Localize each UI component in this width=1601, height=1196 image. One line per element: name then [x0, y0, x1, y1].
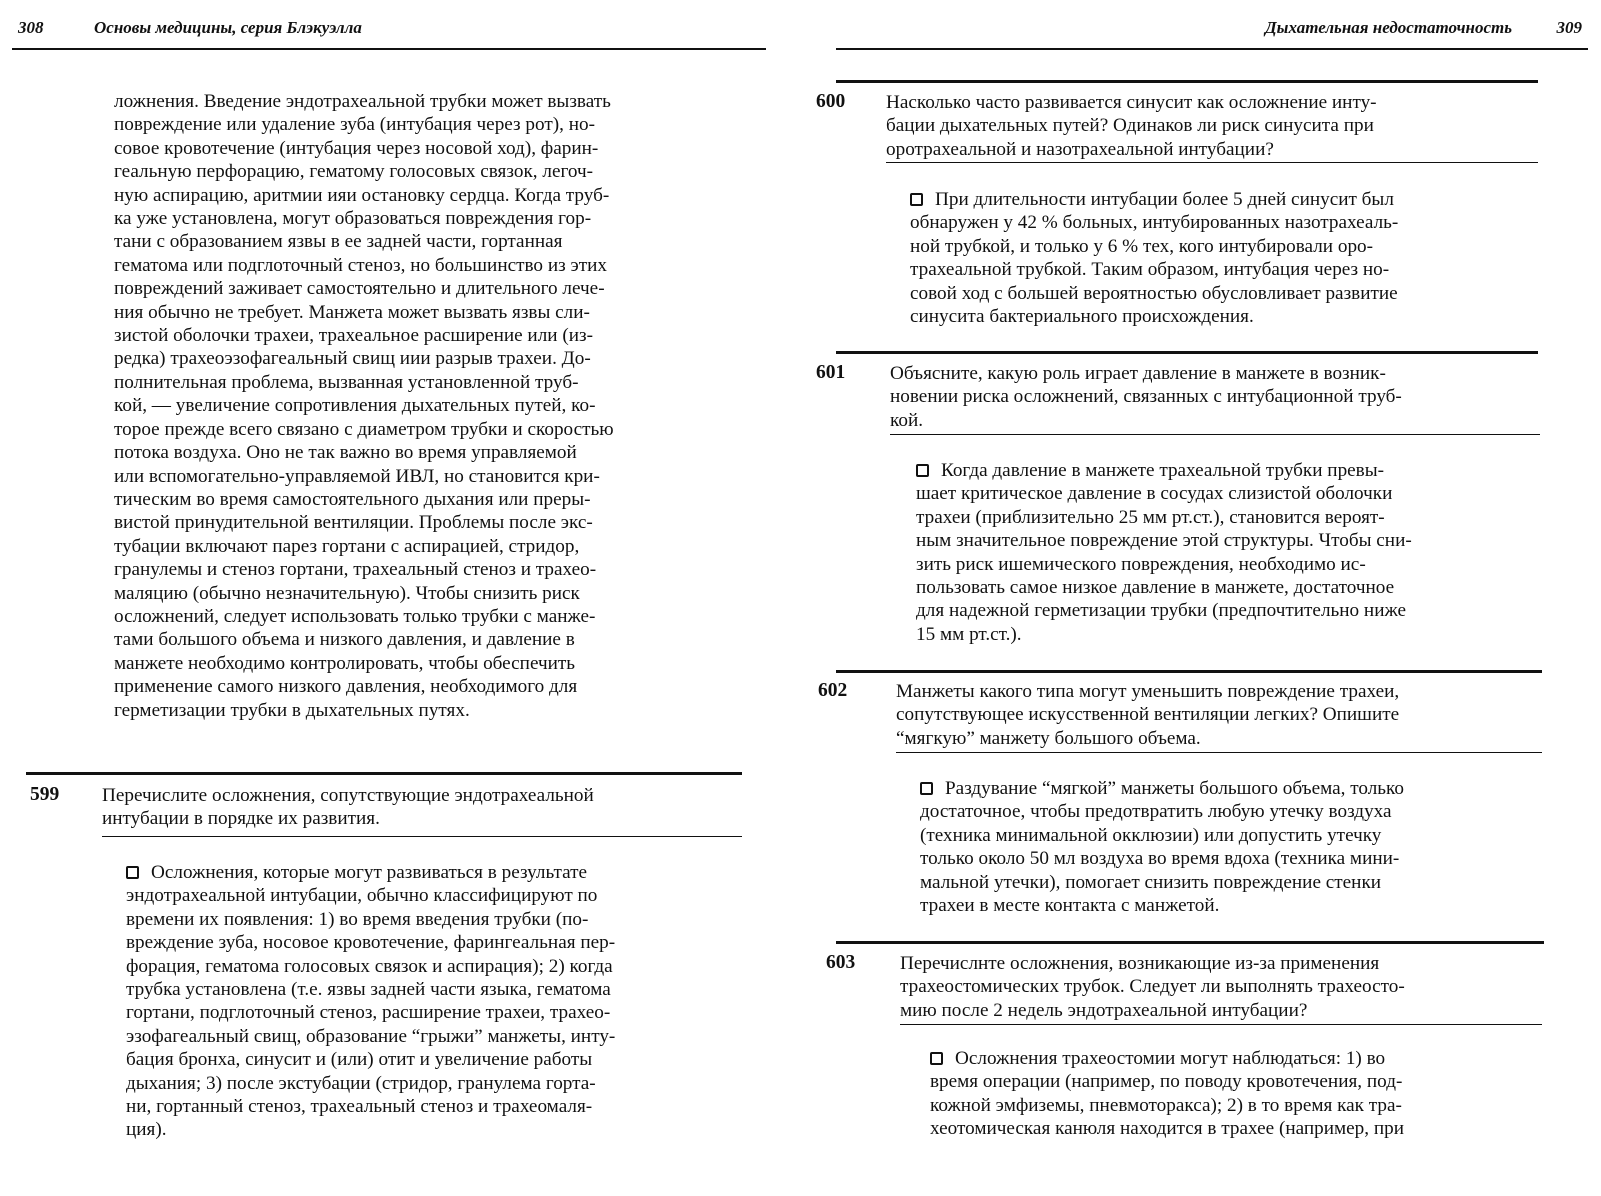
question-top-rule: [836, 80, 1538, 83]
answer-block: [126, 861, 751, 1142]
answer-text: Когда давление в манжете трахеальной трубки превы- шает критическое давление в сосудах слизистой оболочки трахеи (приблизительно 25 мм рт.ст.), становится вероят- ным значительное повреждение этой структуры. Чтобы сни- зить риск ишемического повреждения, необходимо ис- пользовать самое низкое давление в манжете, достаточное для надежной герметизации трубки (предпочтительно ниже 15 мм рт.ст.).: [916, 460, 1412, 645]
question-text: Перечислите осложнения, сопутствующие эндотрахеальной интубации в порядке их развития.: [102, 785, 594, 830]
running-title: Дыхательная недостаточность: [1265, 18, 1512, 37]
question-top-rule: [836, 941, 1544, 944]
checkbox-icon: [930, 1052, 943, 1065]
checkbox-icon: [126, 866, 139, 879]
left-page: [0, 0, 790, 1196]
question-text: Насколько часто развивается синусит как осложнение инту- бации дыхательных путей? Одинаков ли риск синусита при оротрахеальной и назотрахеальной интубации?: [886, 92, 1377, 160]
question-bottom-rule: [896, 752, 1542, 753]
answer-text: Раздувание “мягкой” манжеты большого объема, только достаточное, чтобы предотвратить любую утечку воздуха (техника минимальной окклюзии) или допустить утечку только около 50 мл воздуха во время вдоха (техника мини- мальной утечки), помогает снизить повреждение стенки трахеи в месте контакта с манжетой.: [920, 778, 1404, 917]
question-top-rule: [836, 670, 1542, 673]
question-bottom-rule: [102, 836, 742, 837]
running-title: Основы медицины, серия Блэкуэлла: [94, 18, 362, 37]
question-text: Манжеты какого типа могут уменьшить повреждение трахеи, сопутствующее искусственной вентиляции легких? Опишите “мягкую” манжету большого объема.: [896, 681, 1400, 749]
question-bottom-rule: [900, 1024, 1542, 1025]
question-number: 599: [30, 784, 60, 805]
question-number: 602: [818, 680, 848, 701]
checkbox-icon: [920, 782, 933, 795]
continued-paragraph: ложнения. Введение эндотрахеальной трубки может вызвать повреждение или удаление зуба (интубация через рот), но- совое кровотечение (интубация через носовой ход), фарин- геальную перфорацию, гематому голосовых связок, легоч- ную аспирацию, аритмии ияи остановку сердца. Когда труб- ка уже установлена, могут образоваться повреждения гор- тани с образованием язвы в ее задней части, гортанная гематома или подглоточный стеноз, но большинство из этих повреждений заживает самостоятельно и длительного лече- ния обычно не требует. Манжета может вызвать язвы сли- зистой оболочки трахеи, трахеальное расширение или (из- редка) трахеоэзофагеальный свищ иии разрыв трахеи. До- полнительная проблема, вызванная установленной труб- кой, — увеличение сопротивления дыхательных путей, ко- торое прежде всего связано с диаметром трубки и скоростью потока воздуха. Оно не так важно во время управляемой или вспомогательно-управляемой ИВЛ, но становится кри- тическим во время самостоятельного дыхания или преры- вистой принудительной вентиляции. Проблемы после экс- тубации включают парез гортани с аспирацией, стридор, гранулемы и стеноз гортани, трахеальный стеноз и трахео- маляцию (обычно незначительную). Чтобы снизить риск осложнений, следует использовать только трубки с манже- тами большого объема и низкого давления, и давление в манжете необходимо контролировать, чтобы обеспечить применение самого низкого давления, необходимого для герметизации трубки в дыхательных путях.: [114, 91, 614, 721]
answer-block: [910, 188, 1550, 328]
running-head: [12, 14, 766, 50]
right-page: [810, 0, 1601, 1196]
answer-text: При длительности интубации более 5 дней синусит был обнаружен у 42 % больных, интубированных назотрахеаль- ной трубкой, и только у 6 % тех, кого интубировали оро- трахеальной трубкой. Таким образом, интубация через но- совой ход с большей вероятностью обусловливает развитие синусита бактериального происхождения.: [910, 189, 1399, 328]
page-number: 308: [18, 18, 44, 37]
answer-text: Осложнения, которые могут развиваться в результате эндотрахеальной интубации, обычно классифицируют по времени их появления: 1) во время введения трубки (по- вреждение зуба, носовое кровотечение, фарингеальная пер- форация, гематома голосовых связок и аспирация); 2) когда трубка установлена (т.е. язвы задней части языка, гематома гортани, подглоточный стеноз, расширение трахеи, трахео- эзофагеальный свищ, образование “грыжи” манжеты, инту- бация бронха, синусит и (или) отит и увеличение работы дыхания; 3) после экстубации (стридор, гранулема горта- ни, гортанный стеноз, трахеальный стеноз и трахеомаля- ция).: [126, 862, 616, 1141]
question-number: 603: [826, 952, 856, 973]
running-head: [836, 14, 1588, 50]
question-number: 601: [816, 362, 846, 383]
question-top-rule: [836, 351, 1538, 354]
checkbox-icon: [916, 464, 929, 477]
question-text: Перечислнте осложнения, возникающие из-за применения трахеостомических трубок. Следует ли выполнять трахеосто- мию после 2 недель эндотрахеальной интубации?: [900, 953, 1405, 1021]
answer-text: Осложнения трахеостомии могут наблюдаться: 1) во время операции (например, по поводу кровотечения, под- кожной эмфиземы, пневмоторакса); 2) в то время как тра- хеотомическая канюля находится в трахее (например, при: [930, 1048, 1404, 1140]
question-bottom-rule: [890, 434, 1540, 435]
question-bottom-rule: [886, 162, 1538, 163]
answer-block: [930, 1047, 1555, 1141]
page-number: 309: [1556, 18, 1582, 37]
question-number: 600: [816, 91, 846, 112]
question-text: Объясните, какую роль играет давление в манжете в возник- новении риска осложнений, связанных с интубационной труб- кой.: [890, 363, 1402, 431]
question-top-rule: [26, 772, 742, 775]
answer-block: [920, 777, 1556, 917]
answer-block: [916, 459, 1552, 646]
checkbox-icon: [910, 193, 923, 206]
